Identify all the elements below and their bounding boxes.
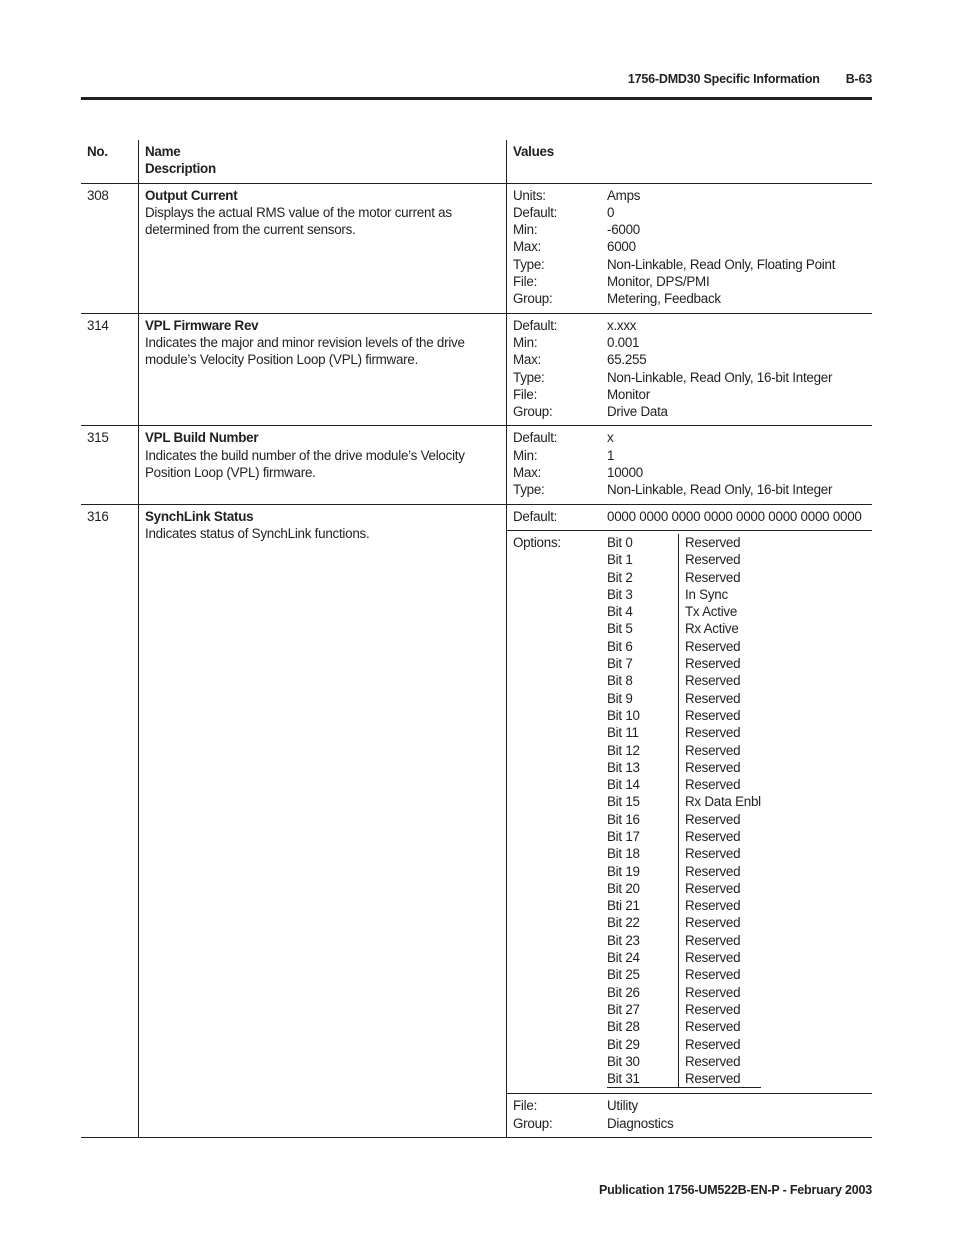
value-label: Type: [513,369,545,385]
bit-row [607,914,761,931]
bit-row [607,551,761,568]
bit-number: Bit 15 [607,793,679,810]
bit-number: Bit 14 [607,776,679,793]
bit-number: Bit 2 [607,569,679,586]
bit-row [607,776,761,793]
bit-description: Reserved [685,656,741,672]
bit-description: Reserved [685,759,741,775]
param-number: 314 [81,313,139,426]
value-label: Group: [513,404,553,420]
col-desc-label: Description [145,161,216,177]
bit-row [607,1070,761,1088]
value-text: Drive Data [607,404,668,420]
bit-number: Bit 8 [607,672,679,689]
param-number: 315 [81,426,139,504]
value-text: Non-Linkable, Read Only, 16-bit Integer [607,482,833,498]
value-text: 1 [607,447,615,463]
value-text: Utility [607,1098,638,1114]
value-label: Type: [513,256,545,272]
value-label: Default: [513,430,558,446]
options-cell [601,530,872,1094]
bit-description: Reserved [685,690,741,706]
value-label: Max: [513,465,542,481]
param-description: Displays the actual RMS value of the motor current as determined from the current sensors. [145,204,452,238]
bit-number: Bit 6 [607,638,679,655]
bit-row [607,828,761,845]
value-label: File: [513,1098,538,1114]
bit-row [607,707,761,724]
bit-number: Bit 19 [607,863,679,880]
bit-description: Tx Active [685,604,738,620]
value-label: Type: [513,482,545,498]
bit-row [607,1053,761,1070]
bit-number: Bit 10 [607,707,679,724]
bit-description: Reserved [685,880,741,896]
value-text: Monitor [607,386,650,402]
bit-number: Bit 4 [607,603,679,620]
bit-row [607,586,761,603]
table-header-row [81,140,872,183]
bit-row [607,811,761,828]
bit-number: Bit 11 [607,724,679,741]
value-text: Non-Linkable, Read Only, 16-bit Integer [607,369,833,385]
bit-description: Reserved [685,1071,741,1087]
bit-row [607,672,761,689]
param-description: Indicates status of SynchLink functions. [145,525,370,541]
bit-number: Bit 27 [607,1001,679,1018]
bit-description: Reserved [685,967,741,983]
value-text: Monitor, DPS/PMI [607,274,710,290]
value-label: Group: [513,291,553,307]
table-row [81,313,872,426]
bit-description: Reserved [685,984,741,1000]
bit-description: Reserved [685,777,741,793]
bit-description: Reserved [685,863,741,879]
value-text: -6000 [607,222,640,238]
value-label: Units: [513,187,546,203]
value-values [601,426,872,504]
bit-number: Bit 5 [607,620,679,637]
bit-number: Bit 23 [607,932,679,949]
table-row [81,504,872,530]
bit-number: Bit 30 [607,1053,679,1070]
bit-description: Reserved [685,1001,741,1017]
bit-number: Bit 12 [607,742,679,759]
col-no-header: No. [81,140,139,183]
page-footer: Publication 1756-UM522B-EN-P - February 2003 [598,1183,872,1197]
bit-description: Reserved [685,932,741,948]
col-values-header: Values [513,144,554,159]
bit-number: Bit 3 [607,586,679,603]
value-text: 65.255 [607,352,647,368]
bit-number: Bit 17 [607,828,679,845]
value-text: 0.001 [607,334,640,350]
bit-number: Bit 1 [607,551,679,568]
value-text: 10000 [607,465,643,481]
value-text: Metering, Feedback [607,291,721,307]
param-name-cell [139,426,507,504]
value-text: 6000 [607,239,636,255]
value-label: Min: [513,334,538,350]
bit-number: Bit 31 [607,1070,679,1088]
bit-description: Reserved [685,811,741,827]
param-name: Output Current [145,187,238,203]
bit-description: Reserved [685,707,741,723]
value-label: Max: [513,239,542,255]
value-text: Non-Linkable, Read Only, Floating Point [607,256,836,272]
bit-row [607,966,761,983]
value-label: Min: [513,447,538,463]
bit-row [607,932,761,949]
value-label: File: [513,386,538,402]
bit-number: Bit 24 [607,949,679,966]
table-row [81,183,872,313]
bit-options-table [607,534,761,1089]
bit-number: Bit 16 [607,811,679,828]
bit-description: Reserved [685,950,741,966]
bit-row [607,569,761,586]
value-labels [507,183,602,313]
bit-number: Bit 7 [607,655,679,672]
value-text: x [607,430,614,446]
value-labels [507,1094,602,1138]
bit-description: Reserved [685,534,741,550]
bit-number: Bit 22 [607,914,679,931]
bit-number: Bit 13 [607,759,679,776]
bit-row [607,793,761,810]
value-label: Default: [513,317,558,333]
bit-description: Reserved [685,569,741,585]
param-name-cell [139,504,507,1137]
bit-row [607,845,761,862]
bit-number: Bit 18 [607,845,679,862]
page-number: B-63 [845,72,872,86]
bit-row [607,655,761,672]
parameter-table [81,140,872,1138]
bit-description: Reserved [685,828,741,844]
bit-row [607,949,761,966]
bit-description: Reserved [685,898,741,914]
value-label: Max: [513,352,542,368]
page-header [0,72,872,86]
value-text: 0 [607,204,615,220]
bit-row [607,1036,761,1053]
value-values [601,183,872,313]
bit-number: Bit 25 [607,966,679,983]
bit-description: Reserved [685,673,741,689]
bit-description: Reserved [685,552,741,568]
col-name-header [139,140,507,183]
bit-description: Reserved [685,915,741,931]
param-description: Indicates the major and minor revision levels of the drive module’s Velocity Position Loop (VPL) firmware. [145,334,465,368]
bit-row [607,724,761,741]
bit-description: Rx Data Enbl [685,794,761,810]
bit-description: Rx Active [685,621,739,637]
bit-row [607,1001,761,1018]
col-name-label: Name [145,144,181,159]
bit-description: In Sync [685,586,728,602]
param-name-cell [139,313,507,426]
bit-row [607,863,761,880]
param-number: 316 [81,504,139,1137]
param-name: SynchLink Status [145,508,254,524]
value-label: File: [513,274,538,290]
bit-number: Bit 28 [607,1018,679,1035]
value-label: Default: [513,204,558,220]
value-labels [507,313,602,426]
default-label: Default: [513,508,558,524]
bit-description: Reserved [685,725,741,741]
param-name: VPL Build Number [145,430,259,446]
bit-row [607,620,761,637]
header-rule [81,97,872,100]
bit-row [607,742,761,759]
bit-row [607,897,761,914]
value-text: Amps [607,187,641,203]
param-description: Indicates the build number of the drive module’s Velocity Position Loop (VPL) firmware. [145,447,465,481]
param-name: VPL Firmware Rev [145,317,259,333]
bit-number: Bit 0 [607,534,679,551]
value-text: x.xxx [607,317,637,333]
bit-row [607,690,761,707]
bit-row [607,603,761,620]
bit-number: Bit 20 [607,880,679,897]
param-name-cell [139,183,507,313]
bit-row [607,984,761,1001]
bit-row [607,1018,761,1035]
value-labels [507,426,602,504]
bit-row [607,759,761,776]
value-values [601,1094,872,1138]
bit-row [607,534,761,551]
bit-row [607,638,761,655]
header-title: 1756-DMD30 Specific Information [627,72,820,86]
value-label: Group: [513,1115,553,1131]
bit-number: Bit 9 [607,690,679,707]
bit-description: Reserved [685,1019,741,1035]
bit-number: Bti 21 [607,897,679,914]
bit-description: Reserved [685,846,741,862]
value-text: Diagnostics [607,1115,674,1131]
bit-number: Bit 29 [607,1036,679,1053]
table-row [81,426,872,504]
bit-description: Reserved [685,638,741,654]
value-label: Min: [513,222,538,238]
default-value: 0000 0000 0000 0000 0000 0000 0000 0000 [607,508,862,524]
bit-description: Reserved [685,1053,741,1069]
value-values [601,313,872,426]
bit-description: Reserved [685,742,741,758]
options-label: Options: [513,534,561,550]
bit-row [607,880,761,897]
bit-description: Reserved [685,1036,741,1052]
param-number: 308 [81,183,139,313]
bit-number: Bit 26 [607,984,679,1001]
